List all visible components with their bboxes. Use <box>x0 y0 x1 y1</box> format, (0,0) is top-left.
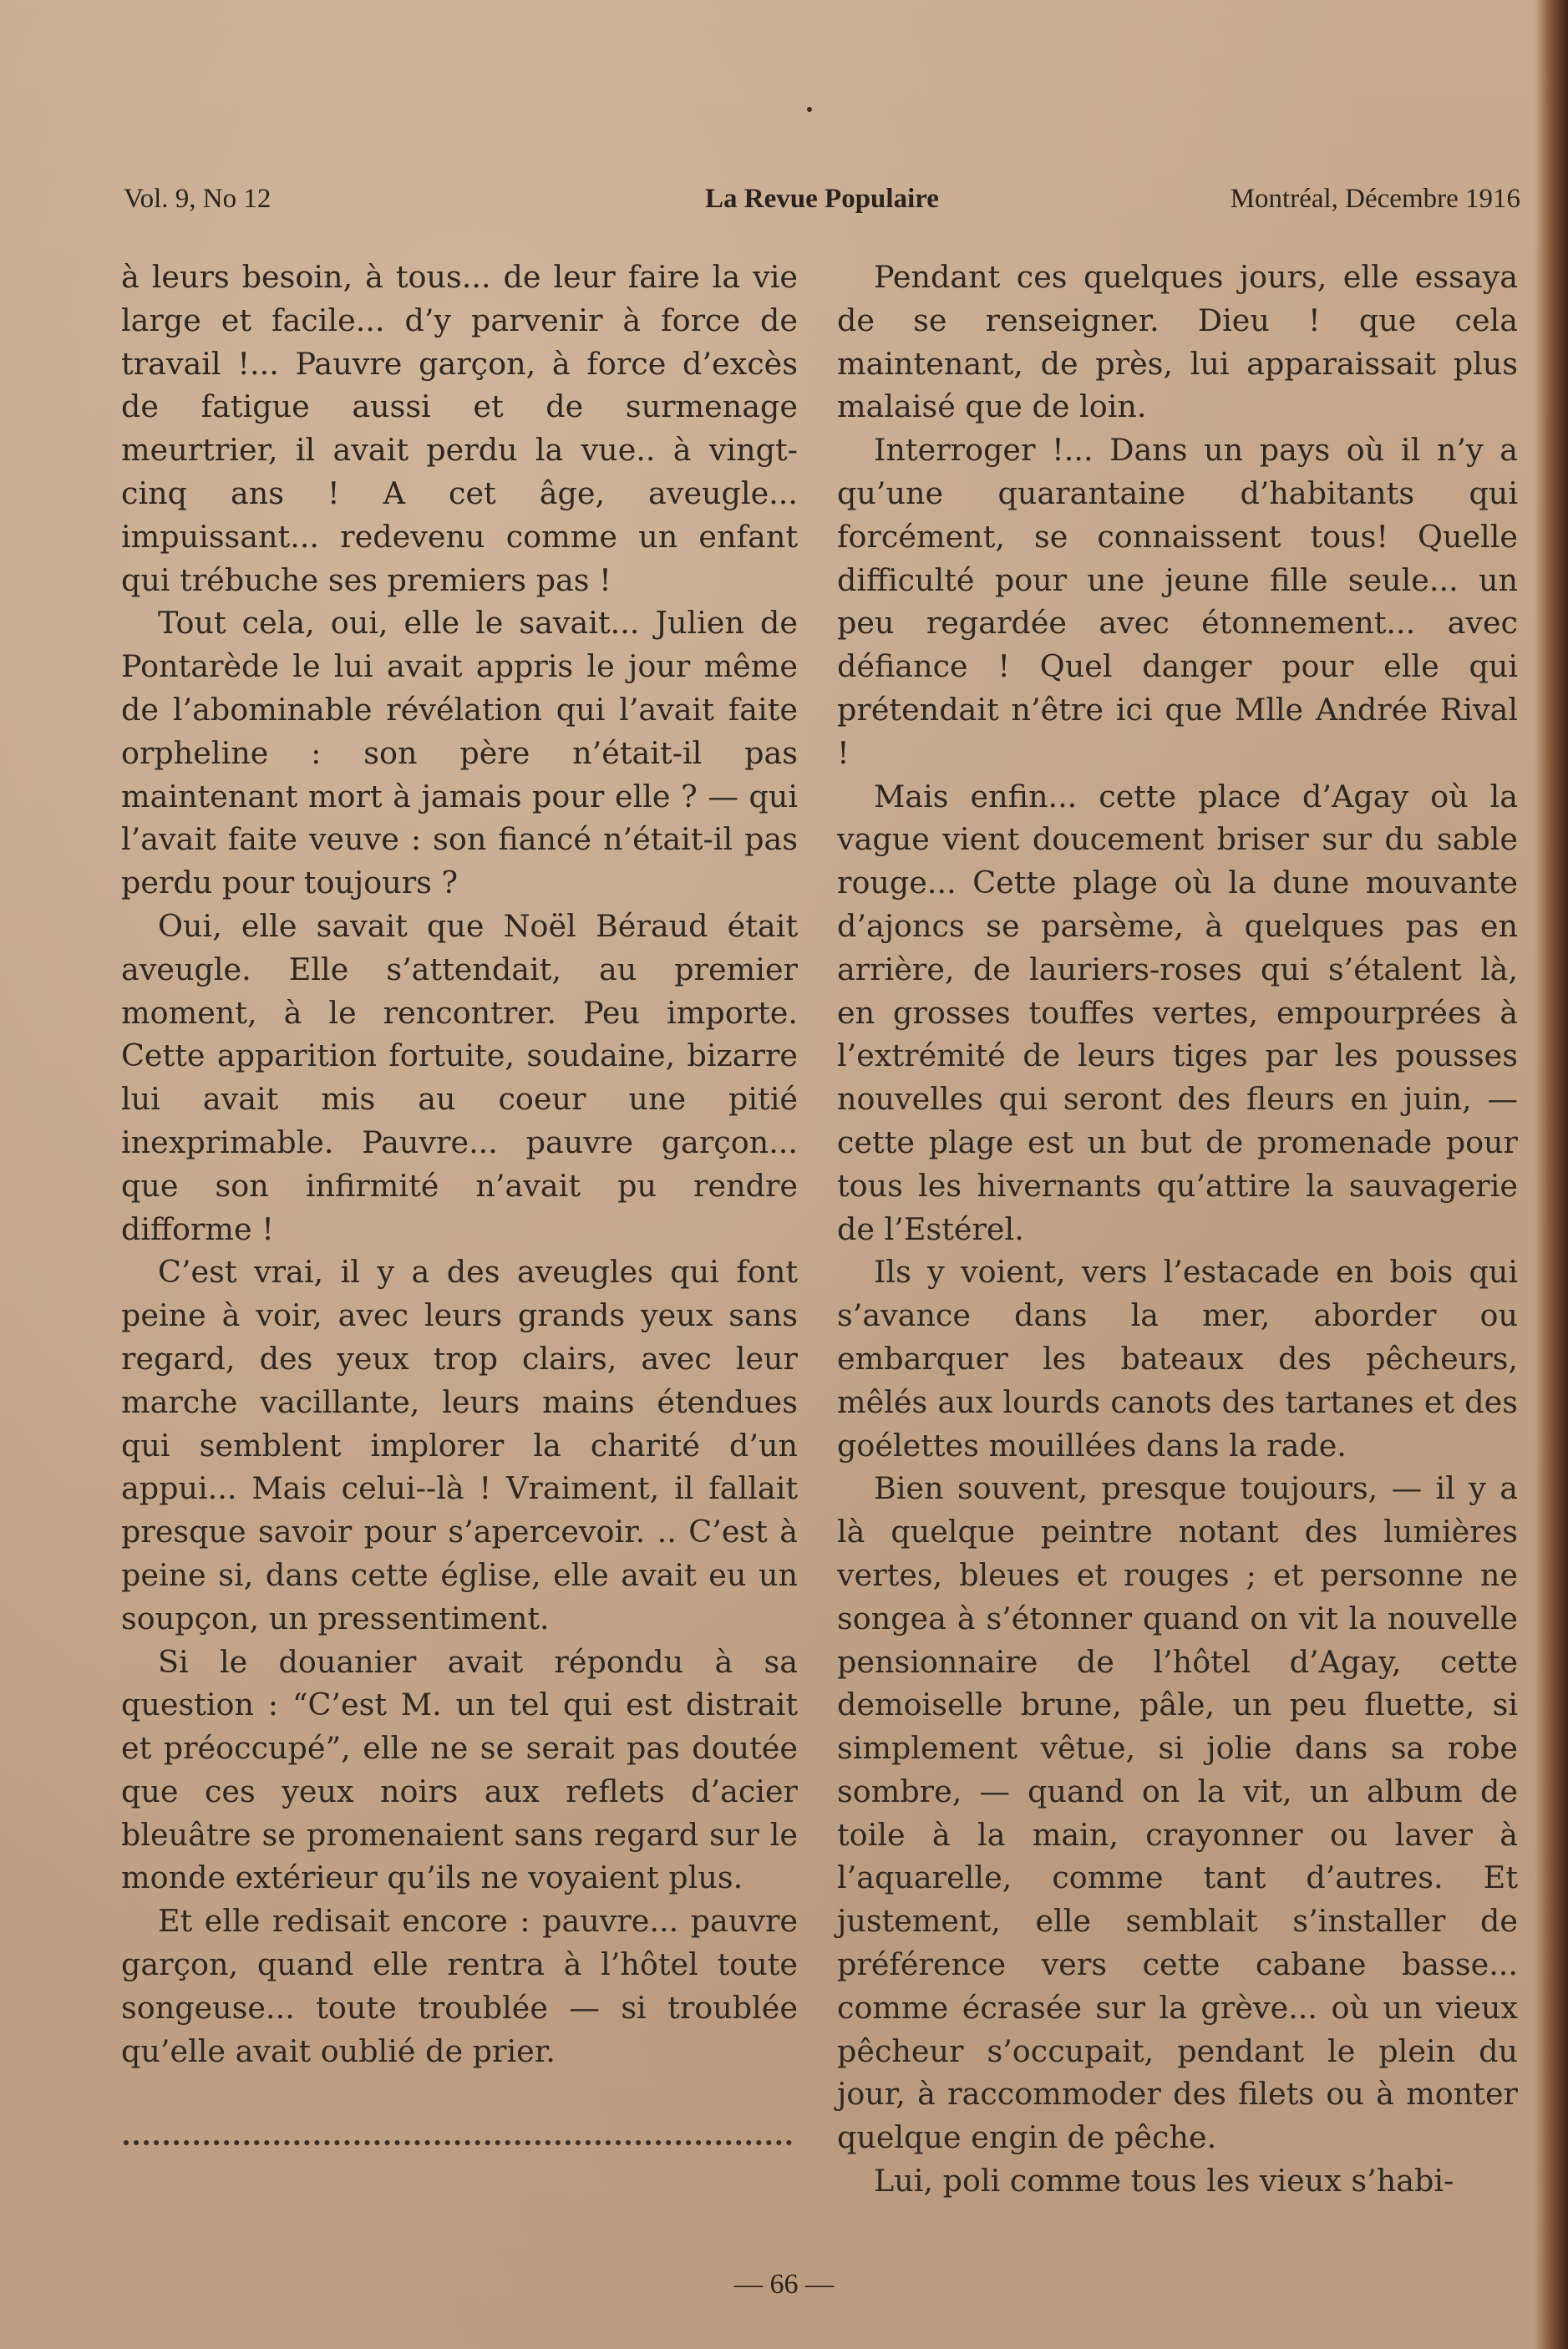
paragraph: Si le douanier avait répondu à sa question : “C’est M. un tel qui est distrait et préoccupé”, elle ne se serait pas doutée que ces yeux noirs aux reflets d’acier bleuâtre se promenaient sans regard sur le monde extérieur qu’ils ne voyaient plus. <box>121 1643 798 1896</box>
paragraph: Oui, elle savait que Noël Béraud était aveugle. Elle s’attendait, au premier moment, à le rencontrer. Peu importe. Cette apparition fortuite, soudaine, bizarre lui avait mis au coeur une pitié inexprimable. Pauvre... pauvre garçon... que son infirmité n’avait pu rendre difforme ! <box>121 907 798 1247</box>
paragraph: Lui, poli comme tous les vieux s’habi- <box>874 2163 1454 2199</box>
right-column <box>837 256 1518 2203</box>
paragraph: Ils y voient, vers l’estacade en bois qui s’avance dans la mer, aborder ou embarquer les bateaux des pêcheurs, mêlés aux lourds canots des tartanes et des goélettes mouillées dans la rade. <box>837 1254 1518 1464</box>
paragraph: Et elle redisait encore : pauvre... pauvre garçon, quand elle rentra à l’hôtel toute songeuse... toute troublée — si troublée qu’elle avait oublié de prier. <box>121 1903 798 2069</box>
paragraph: Interroger !... Dans un pays où il n’y a qu’une quarantaine d’habitants qui forcément, se connaissent tous! Quelle difficulté pour une jeune fille seule... un peu regardée avec étonnement... avec défiance ! Quel danger pour elle qui prétendait n’être ici que Mlle Andrée Rival ! <box>837 432 1518 771</box>
section-break-dots <box>124 2135 792 2145</box>
place-and-date: Montréal, Décembre 1916 <box>1230 184 1520 214</box>
running-header <box>124 184 1520 226</box>
left-column <box>121 256 798 2072</box>
paragraph: Bien souvent, presque toujours, — il y a là quelque peintre notant des lumières vertes, bleues et rouges ; et personne ne songea à s’étonner quand on vit la nouvelle pensionnaire de l’hôtel d’Agay, cette demoiselle brune, pâle, un peu fluette, si simplement vêtue, si jolie dans sa robe sombre, — quand on la vit, un album de toile à la main, crayonner ou laver à l’aquarelle, comme tant d’autres. Et justement, elle semblait s’installer de préférence vers cette cabane basse... comme écrasée sur la grève... où un vieux pêcheur s’occupait, pendant le plein du jour, à raccommoder des filets ou à monter quelque engin de pêche. <box>837 1470 1518 2156</box>
paragraph: C’est vrai, il y a des aveugles qui font peine à voir, avec leurs grands yeux sans regard, des yeux trop clairs, avec leur marche vacillante, leurs mains étendues qui semblent implorer la charité d’un appui... Mais celui--là ! Vraiment, il fallait presque savoir pour s’apercevoir. .. C’est à peine si, dans cette église, elle avait eu un soupçon, un pressentiment. <box>121 1254 798 1636</box>
volume-number: Vol. 9, No 12 <box>124 184 271 214</box>
binding-edge <box>1535 0 1568 2349</box>
paragraph: Mais enfin... cette place d’Agay où la vague vient doucement briser sur du sable rouge... Cette plage où la dune mouvante d’ajoncs se parsème, à quelques pas en arrière, de lauriers-roses qui s’étalent là, en grosses touffes vertes, empourprées à l’extrémité de leurs tiges par les pousses nouvelles qui seront des fleurs en juin, — cette plage est un but de promenade pour tous les hivernants qu’attire la sauvagerie de l’Estérel. <box>837 778 1518 1247</box>
paragraph: à leurs besoin, à tous... de leur faire la vie large et facile... d’y parvenir à force de travail !... Pauvre garçon, à force d’excès de fatigue aussi et de surmenage meurtrier, il avait perdu la vue.. à vingt-cinq ans ! A cet âge, aveugle... impuissant... redevenu comme un enfant qui trébuche ses premiers pas ! <box>121 259 798 598</box>
paragraph: Pendant ces quelques jours, elle essaya de se renseigner. Dieu ! que cela maintenant, de près, lui apparaissait plus malaisé que de loin. <box>837 259 1518 425</box>
page-number: — 66 — <box>734 2269 834 2300</box>
ink-speck <box>807 107 812 112</box>
magazine-title: La Revue Populaire <box>705 184 939 214</box>
paragraph: Tout cela, oui, elle le savait... Julien de Pontarède le lui avait appris le jour même de l’abominable révélation qui l’avait faite orpheline : son père n’était-il pas maintenant mort à jamais pour elle ? — qui l’avait faite veuve : son fiancé n’était-il pas perdu pour toujours ? <box>121 605 798 901</box>
